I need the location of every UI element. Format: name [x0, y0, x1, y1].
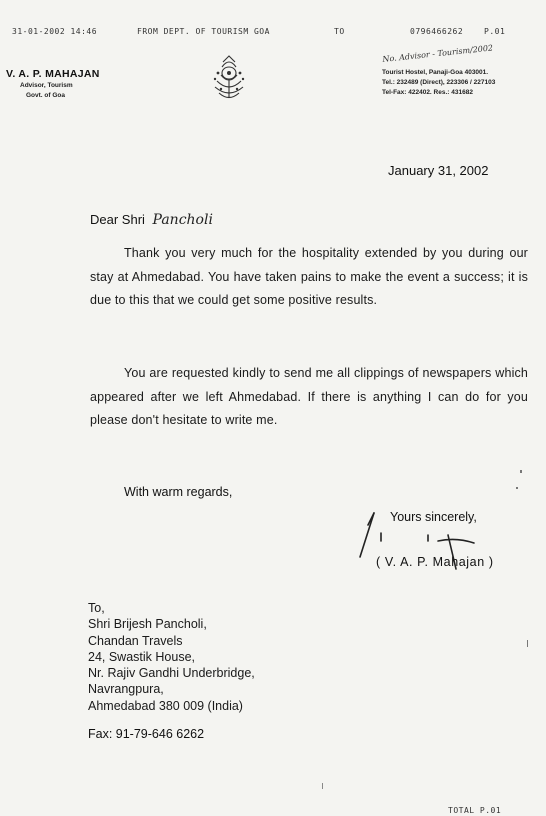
scan-speck	[527, 640, 528, 647]
letter-date: January 31, 2002	[388, 163, 489, 178]
address-line-1: Tourist Hostel, Panaji-Goa 403001.	[382, 69, 489, 76]
fax-page: P.01	[484, 27, 506, 36]
recipient-line: Navrangpura,	[88, 682, 164, 697]
recipient-line: Chandan Travels	[88, 633, 183, 648]
closing-regards: With warm regards,	[124, 485, 233, 499]
sender-org: Govt. of Goa	[26, 92, 65, 99]
scan-speck	[516, 487, 518, 489]
body-paragraph-1: Thank you very much for the hospitality extended by you during our stay at Ahmedabad. You have taken pains to make the event a success; it is due to this that we could get some positive results.	[90, 246, 528, 307]
recipient-line: 24, Swastik House,	[88, 649, 195, 664]
recipient-fax: Fax: 91-79-646 6262	[88, 727, 205, 741]
handwritten-reference: No. Advisor - Tourism/2002	[382, 43, 494, 64]
fax-to: TO	[334, 27, 345, 36]
recipient-to: To,	[88, 601, 105, 615]
fax-footer-total: TOTAL P.01	[448, 806, 502, 815]
yours-sincerely: Yours sincerely,	[390, 510, 477, 524]
recipient-line: Shri Brijesh Pancholi,	[88, 617, 207, 632]
goa-emblem-logo	[209, 53, 249, 110]
salutation-printed: Dear Shri	[90, 212, 145, 227]
scan-speck	[322, 783, 323, 789]
scan-speck	[520, 470, 522, 473]
salutation-handwritten-name: Pancholi	[152, 212, 213, 228]
fax-from: FROM DEPT. OF TOURISM GOA	[137, 27, 270, 36]
signature-name: ( V. A. P. Mahajan )	[376, 555, 494, 569]
recipient-line: Nr. Rajiv Gandhi Underbridge,	[88, 666, 255, 681]
sender-name: V. A. P. MAHAJAN	[6, 68, 100, 80]
body-paragraph-2: You are requested kindly to send me all clippings of newspapers which appeared after we left Ahmedabad. If there is anything I can do for you please don't hesitate to write me.	[90, 366, 528, 427]
address-line-3: Tel-Fax: 422402. Res.: 431682	[382, 89, 473, 96]
address-line-2: Tel.: 232489 (Direct), 223306 / 227103	[382, 79, 496, 86]
recipient-block	[88, 600, 255, 714]
fax-datetime: 31-01-2002 14:46	[12, 27, 98, 36]
salutation	[90, 212, 213, 228]
fax-number: 0796466262	[410, 27, 464, 36]
recipient-line: Ahmedabad 380 009 (India)	[88, 698, 243, 713]
sender-title: Advisor, Tourism	[20, 82, 73, 89]
